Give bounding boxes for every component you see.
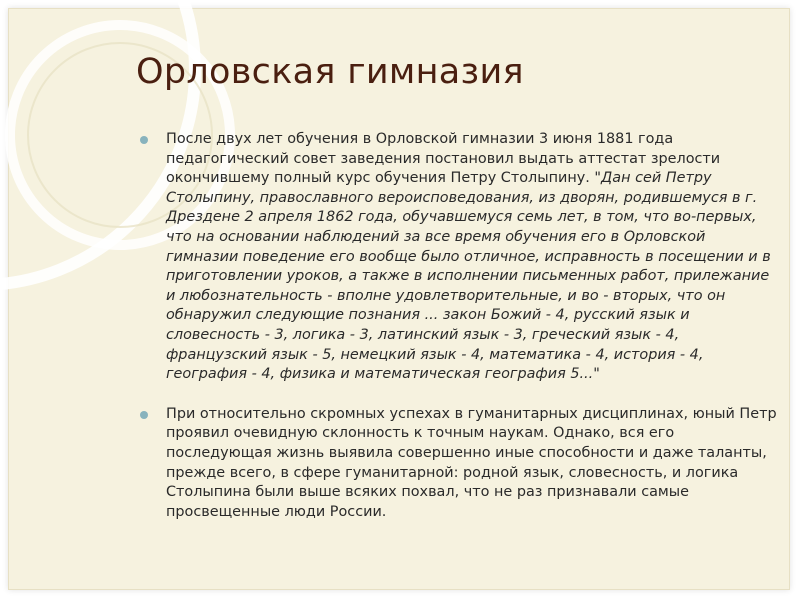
certificate-quote: "Дан сей Петру Столыпину, православного вероисповедования, из дворян, родившемуся в г. Дрездене 2 апреля 1862 года, обучавшемуся семь лет, в том, что во-первых, что на основании наблюдений за все время обучения его в Орловской гимназии поведение его вообще было отличное, исправность в посещении и в приготовлении уроков, а также в исполнении письменных работ, прилежание и любознательность - вполне удовлетворительные, и во - вторых, что он обнаружил следующие познания ... закон Божий - 4, русский язык и словесность - 3, логика - 3, латинский язык - 3, греческий язык - 4, французский язык - 5, немецкий язык - 4, математика - 4, история - 4, география - 4, физика и математическая география 5..." (166, 170, 771, 383)
bullet-item (138, 130, 778, 385)
bullet-text (166, 405, 778, 523)
bullet-dot-icon (140, 411, 148, 419)
bullet-text (166, 130, 778, 385)
bullet-item (138, 405, 778, 523)
paragraph-text: После двух лет обучения в Орловской гимназии 3 июня 1881 года педагогический совет заведения постановил выдать аттестат зрелости окончившему полный курс обучения Петру Столыпину. (166, 131, 721, 187)
paragraph-text: При относительно скромных успехах в гуманитарных дисциплинах, юный Петр проявил очевидную склонность к точным наукам. Однако, вся его последующая жизнь выявила совершенно иные способности и даже таланты, прежде всего, в сфере гуманитарной: родной язык, словесность, и логика Столыпина были выше всяких похвал, что не раз признавали самые просвещенные люди России. (166, 405, 777, 520)
bullet-list (138, 130, 778, 522)
bullet-dot-icon (140, 136, 148, 144)
slide-title: Орловская гимназия (136, 52, 524, 92)
